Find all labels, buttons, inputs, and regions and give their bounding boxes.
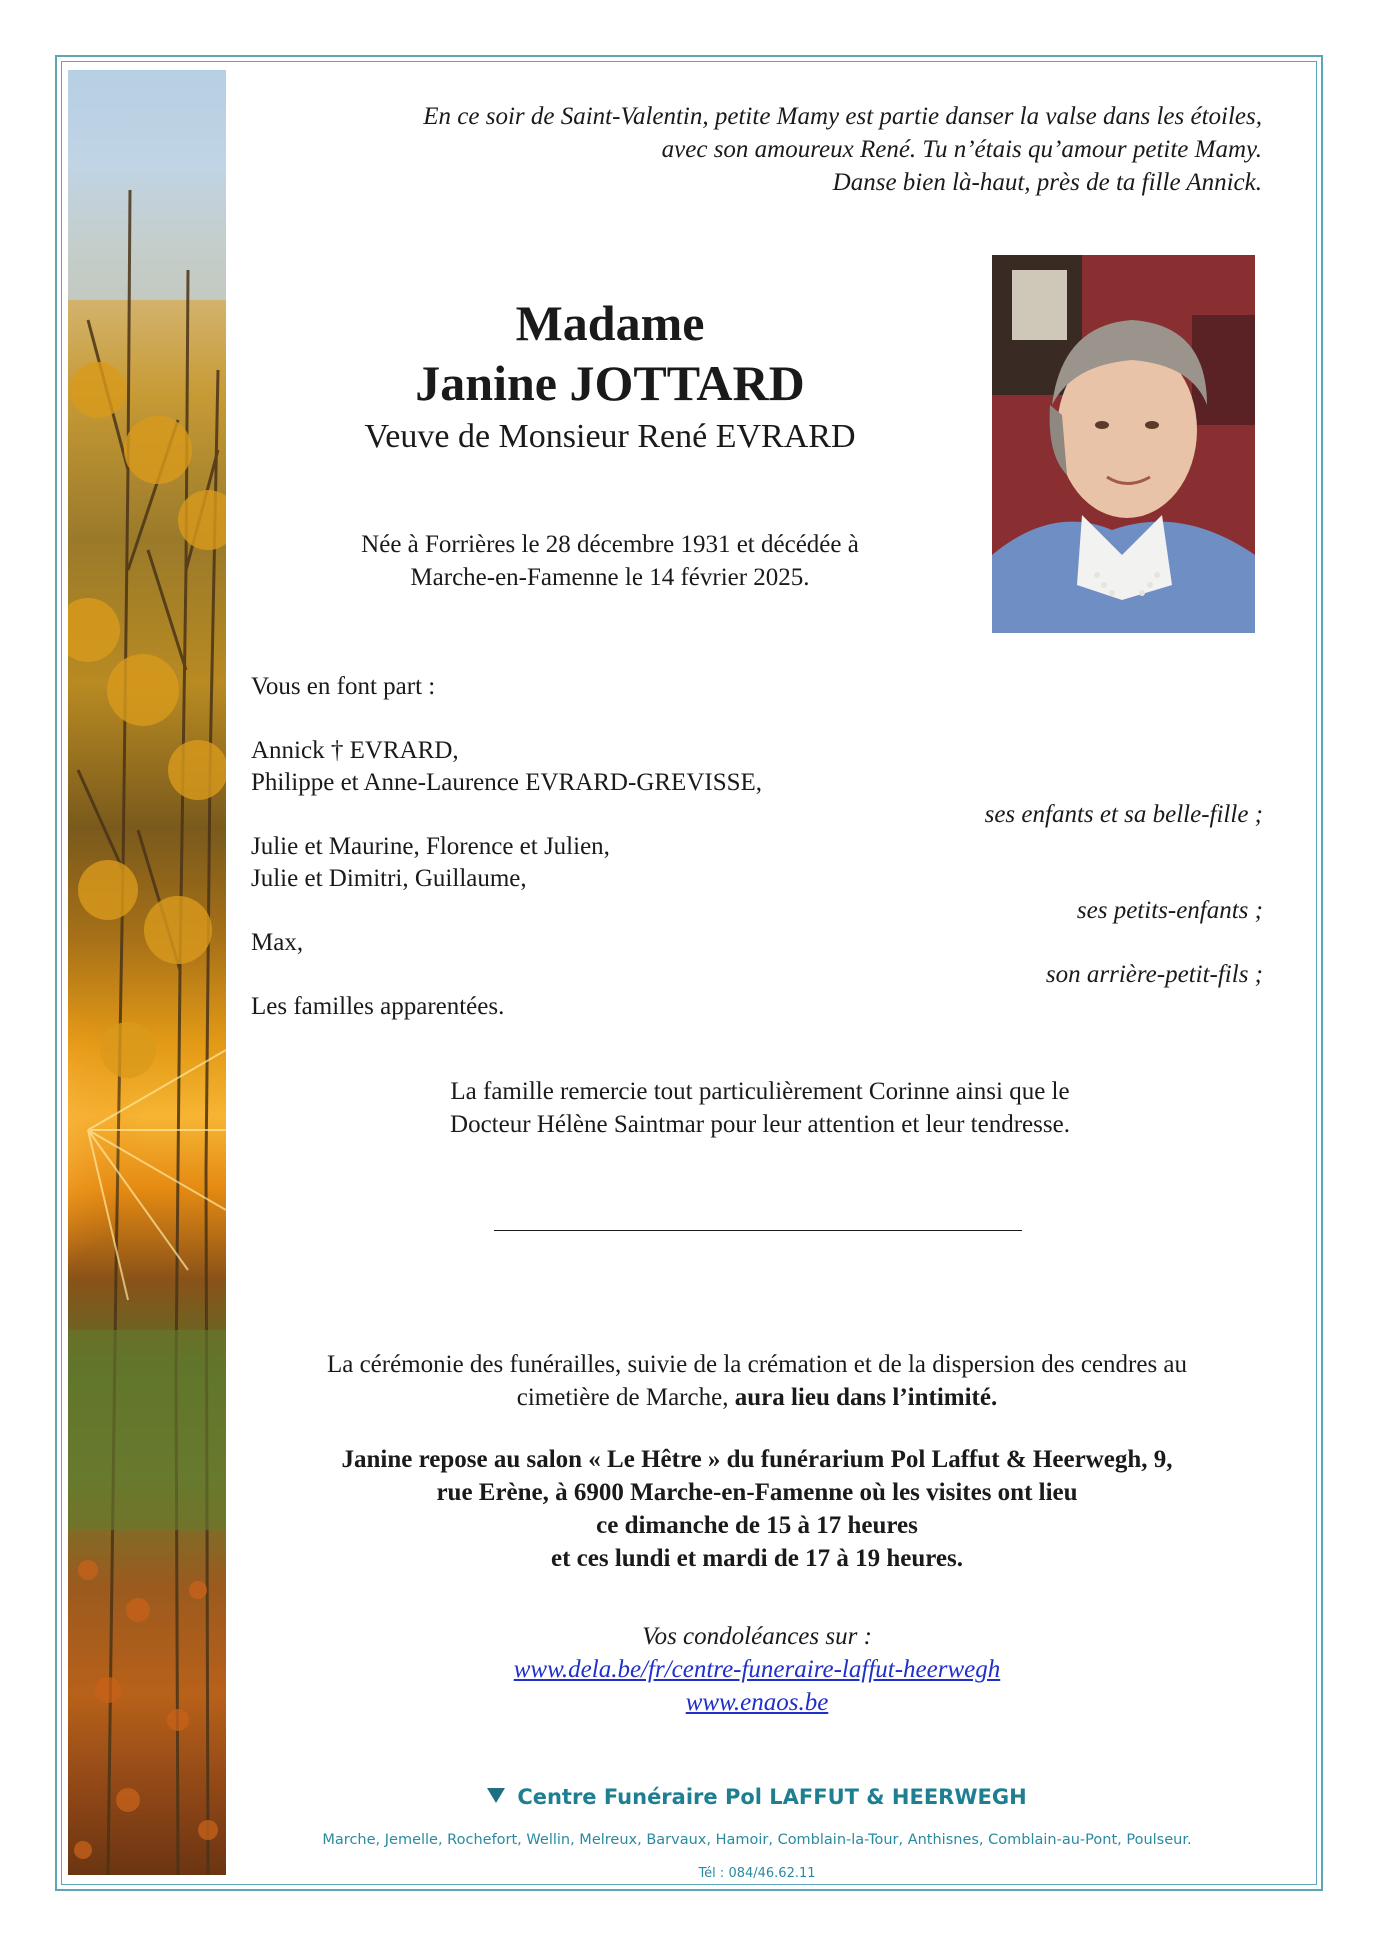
birth-death-dates [300,528,920,594]
family-role: son arrière-petit-fils ; [1045,961,1263,988]
family-intro: Vous en font part : [251,673,436,700]
family-announcement [251,671,1263,1023]
dates-line: Marche-en-Famenne le 14 février 2025. [410,564,810,591]
family-member: Philippe et Anne-Laurence EVRARD-GREVISSE, [251,769,763,796]
visitation-line: ce dimanche de 15 à 17 heures [596,1512,918,1539]
funeral-home-locations: Marche, Jemelle, Rochefort, Wellin, Melreux, Barvaux, Hamoir, Comblain-la-Tour, Anthisnes, Comblain-au-Pont, Poulseur. [322,1832,1192,1848]
funeral-home-brand [251,1785,1263,1809]
dates-line: Née à Forrières le 28 décembre 1931 et décédée à [361,531,859,558]
ceremony-line [251,1381,1263,1414]
autumn-forest-image [68,70,226,1875]
family-member: Max, [251,929,304,956]
ceremony-text: cimetière de Marche, [516,1384,735,1411]
quote-line: Danse bien là-haut, près de ta fille Annick. [832,169,1262,196]
family-member: Les familles apparentées. [251,993,505,1020]
ceremony-info [251,1348,1263,1414]
visitation-line: et ces lundi et mardi de 17 à 19 heures. [550,1545,963,1572]
condolences-section [251,1620,1263,1719]
honorific: Madame [515,295,705,351]
condolences-link-enaos[interactable]: www.enaos.be [685,1689,829,1716]
deceased-name: Janine JOTTARD [415,355,805,411]
visitation-info [251,1443,1263,1575]
visitation-line: Janine repose au salon « Le Hêtre » du funérarium Pol Laffut & Heerwegh, 9, [341,1446,1173,1473]
family-member: Julie et Dimitri, Guillaume, [251,865,527,892]
widow-of: Veuve de Monsieur René EVRARD [364,418,856,455]
ceremony-emphasis: aura lieu dans l’intimité. [734,1384,998,1411]
quote-line: avec son amoureux René. Tu n’étais qu’amour petite Mamy. [661,136,1262,163]
thanks-line: Docteur Hélène Saintmar pour leur attention et leur tendresse. [450,1111,1070,1138]
deceased-name-block [300,293,920,459]
family-role: ses petits-enfants ; [1076,897,1263,924]
divider-line [494,1230,1022,1231]
condolences-label: Vos condoléances sur : [642,1623,872,1650]
thanks-line: La famille remercie tout particulièrement Corinne ainsi que le [450,1078,1070,1105]
quote-line: En ce soir de Saint-Valentin, petite Mamy est partie danser la valse dans les étoiles, [423,103,1262,130]
thanks-message [300,1075,1220,1141]
family-member: Annick † EVRARD, [251,737,459,764]
portrait-photo [992,255,1255,633]
opening-quote [290,100,1262,199]
ceremony-line: La cérémonie des funérailles, suivie de la crémation et de la dispersion des cendres au [326,1351,1188,1378]
family-role: ses enfants et sa belle-fille ; [984,801,1263,828]
funeral-home-name: Centre Funéraire Pol LAFFUT & HEERWEGH [517,1785,1027,1809]
funeral-home-phone: Tél : 084/46.62.11 [698,1866,816,1881]
visitation-line: rue Erène, à 6900 Marche-en-Famenne où les visites ont lieu [436,1479,1078,1506]
down-triangle-icon [487,1788,505,1803]
family-member: Julie et Maurine, Florence et Julien, [251,833,610,860]
condolences-link-dela[interactable]: www.dela.be/fr/centre-funeraire-laffut-heerwegh [513,1656,1001,1683]
